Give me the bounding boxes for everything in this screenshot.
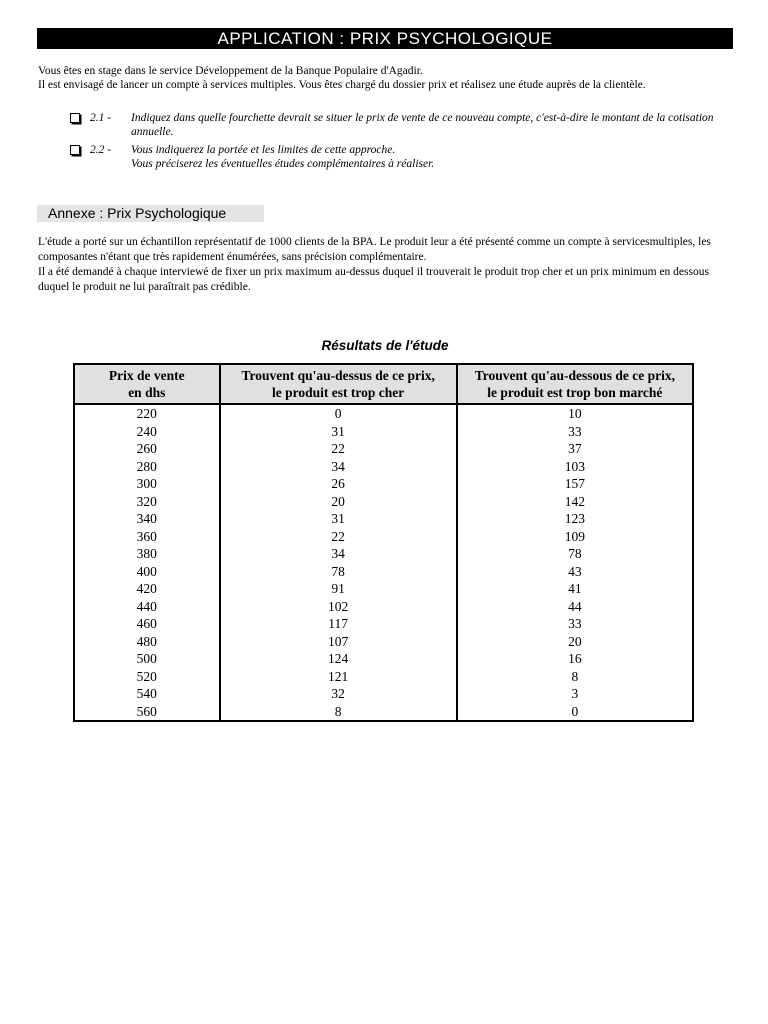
- cell-price: 520: [136, 668, 157, 684]
- checkbox-icon: [70, 113, 80, 123]
- cell-too-cheap: 3: [457, 685, 693, 703]
- table-row: [74, 633, 693, 651]
- cell-too-cheap: 8: [457, 668, 693, 686]
- cell-price: 280: [136, 458, 157, 474]
- table-row: [74, 423, 693, 441]
- annex-paragraph: L'étude a porté sur un échantillon représentatif de 1000 clients de la BPA. Le produit leur a été présenté comme un compte à servicesmultiples, les composantes n'étant que très rapidement énumérées, sans précision complémentaire.: [38, 236, 711, 263]
- question-number: 2.2 -: [90, 144, 112, 156]
- cell-too-expensive: 20: [220, 493, 457, 511]
- cell-too-cheap: 16: [457, 650, 693, 668]
- column-header-too-expensive: [220, 364, 457, 404]
- intro-line: Il est envisagé de lancer un compte à services multiples. Vous êtes chargé du dossier prix et réalisez une étude auprès de la clientèle.: [38, 79, 646, 91]
- cell-price: 420: [136, 581, 157, 597]
- table-row: [74, 510, 693, 528]
- cell-too-expensive: 22: [220, 440, 457, 458]
- cell-too-expensive: 102: [220, 598, 457, 616]
- cell-price: 480: [136, 633, 157, 649]
- cell-price: 500: [136, 651, 157, 667]
- cell-price: 540: [136, 686, 157, 702]
- cell-too-cheap: 157: [457, 475, 693, 493]
- table-row: [74, 545, 693, 563]
- cell-too-cheap: 78: [457, 545, 693, 563]
- cell-too-expensive: 8: [220, 703, 457, 722]
- cell-too-cheap: 10: [457, 404, 693, 423]
- cell-too-expensive: 78: [220, 563, 457, 581]
- cell-too-expensive: 32: [220, 685, 457, 703]
- question-number: 2.1 -: [90, 112, 112, 124]
- annex-text: [38, 235, 738, 295]
- table-title: Résultats de l'étude: [321, 338, 449, 353]
- cell-price: 400: [136, 563, 157, 579]
- cell-too-cheap: 103: [457, 458, 693, 476]
- cell-too-expensive: 31: [220, 510, 457, 528]
- table-row: [74, 650, 693, 668]
- intro-line: Vous êtes en stage dans le service Développement de la Banque Populaire d'Agadir.: [38, 65, 423, 77]
- cell-too-cheap: 142: [457, 493, 693, 511]
- cell-price: 560: [136, 703, 157, 719]
- table-header-row: [74, 364, 693, 404]
- cell-too-expensive: 34: [220, 458, 457, 476]
- header-line: en dhs: [128, 385, 166, 400]
- intro-paragraph: [38, 64, 738, 92]
- header-line: le produit est trop cher: [272, 385, 405, 400]
- cell-too-expensive: 31: [220, 423, 457, 441]
- table-row: [74, 458, 693, 476]
- cell-too-expensive: 91: [220, 580, 457, 598]
- table-row: [74, 615, 693, 633]
- table-row: [74, 598, 693, 616]
- results-table: [73, 363, 694, 722]
- cell-too-cheap: 0: [457, 703, 693, 722]
- table-row: [74, 685, 693, 703]
- cell-too-expensive: 124: [220, 650, 457, 668]
- cell-price: 220: [136, 406, 157, 422]
- checkbox-icon: [70, 145, 80, 155]
- header-line: Trouvent qu'au-dessous de ce prix,: [474, 368, 675, 383]
- question-text-line: Vous indiquerez la portée et les limites de cette approche.: [131, 144, 396, 156]
- cell-too-expensive: 34: [220, 545, 457, 563]
- table-row: [74, 475, 693, 493]
- cell-price: 380: [136, 546, 157, 562]
- cell-price: 440: [136, 598, 157, 614]
- cell-too-expensive: 26: [220, 475, 457, 493]
- table-row: [74, 668, 693, 686]
- cell-price: 260: [136, 441, 157, 457]
- cell-too-cheap: 44: [457, 598, 693, 616]
- header-line: Prix de vente: [108, 368, 185, 383]
- cell-too-cheap: 37: [457, 440, 693, 458]
- cell-too-cheap: 43: [457, 563, 693, 581]
- column-header-too-cheap: [457, 364, 693, 404]
- cell-price: 240: [136, 423, 157, 439]
- cell-price: 360: [136, 528, 157, 544]
- cell-too-cheap: 33: [457, 615, 693, 633]
- annex-heading: Annexe : Prix Psychologique: [37, 205, 264, 222]
- table-row: [74, 440, 693, 458]
- cell-too-expensive: 22: [220, 528, 457, 546]
- header-line: Trouvent qu'au-dessus de ce prix,: [241, 368, 435, 383]
- cell-price: 300: [136, 476, 157, 492]
- table-row: [74, 563, 693, 581]
- cell-price: 340: [136, 511, 157, 527]
- cell-too-cheap: 33: [457, 423, 693, 441]
- question-text: Indiquez dans quelle fourchette devrait se situer le prix de vente de ce nouveau compte, c'est-à-dire le montant de la cotisation annuelle.: [131, 112, 714, 138]
- cell-too-expensive: 121: [220, 668, 457, 686]
- cell-too-expensive: 107: [220, 633, 457, 651]
- cell-too-expensive: 0: [220, 404, 457, 423]
- table-row: [74, 493, 693, 511]
- table-row: [74, 703, 693, 722]
- table-row: [74, 528, 693, 546]
- cell-price: 460: [136, 616, 157, 632]
- table-body: [74, 404, 693, 721]
- cell-price: 320: [136, 493, 157, 509]
- annex-paragraph: Il a été demandé à chaque interviewé de fixer un prix maximum au-dessus duquel il trouverait le produit trop cher et un prix minimum en dessous duquel le produit ne lui paraîtrait pas crédible.: [38, 266, 709, 293]
- cell-too-cheap: 109: [457, 528, 693, 546]
- cell-too-cheap: 41: [457, 580, 693, 598]
- cell-too-cheap: 20: [457, 633, 693, 651]
- page-title: APPLICATION : PRIX PSYCHOLOGIQUE: [37, 28, 733, 49]
- question-text-line: Vous préciserez les éventuelles études complémentaires à réaliser.: [131, 158, 435, 170]
- header-line: le produit est trop bon marché: [487, 385, 663, 400]
- cell-too-cheap: 123: [457, 510, 693, 528]
- table-row: [74, 404, 693, 423]
- column-header-price: [74, 364, 220, 404]
- cell-too-expensive: 117: [220, 615, 457, 633]
- table-row: [74, 580, 693, 598]
- question-text: [131, 143, 741, 171]
